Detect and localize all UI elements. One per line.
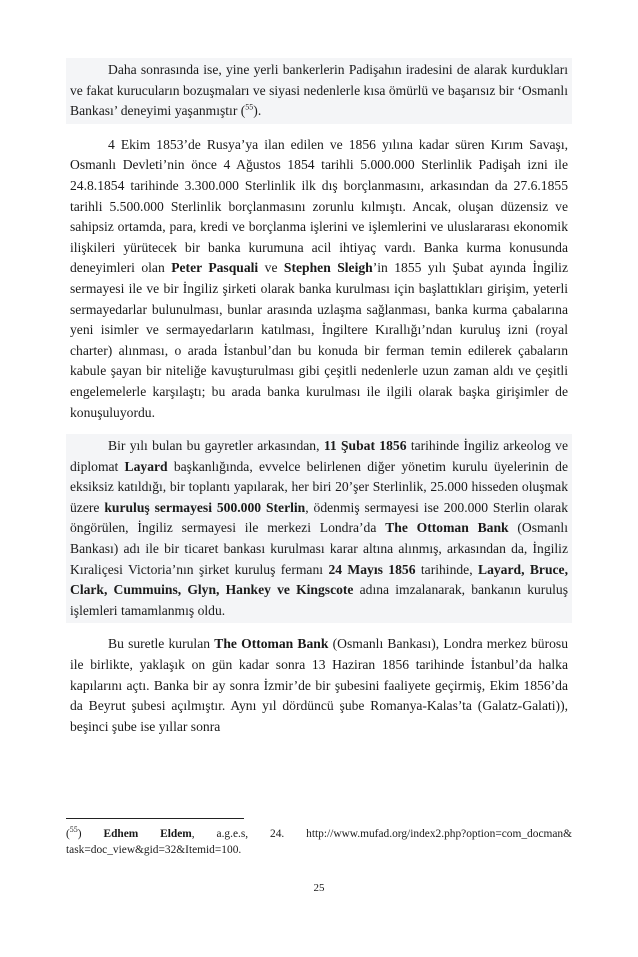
page-number: 25 [313, 882, 325, 894]
footnote-marker: ) [77, 828, 82, 840]
paragraph-1-end: ). [253, 103, 262, 119]
footnote-divider [66, 818, 244, 819]
paragraph-3-text: adına imzalanarak, bankanın kuruluş işlemleri tamamlanmış oldu. [70, 582, 568, 618]
footnote-number: 55 [69, 825, 78, 835]
name-peter-pasquali: Peter Pasquali [171, 260, 259, 276]
paragraph-3-text: , ödenmiş sermayesi ise 200.000 Sterlin olarak öngörülen, İngiliz sermayesi ile merkezi Londra’da [70, 499, 569, 536]
bold-names: Layard, Bruce, Clark, Cummuins, Glyn, Hankey ve Kingscote [70, 561, 568, 598]
paragraph-4-text: (Osmanlı Bankası), Londra merkez bürosu ile birlikte, yaklaşık on gün kadar sonra 13 Haziran 1856 tarihinde İstanbul’da halka kapılarını açtı. Banka bir ay sonra İzmir’de bir şubesini faaliyete geçirmiş, Ekim 1856’da da Beyrut şubesi açılmıştır. Aynı yıl dördüncü şube Romanya-Kalas’ta (Galatz-Galati)), beşinci şube ise yıllar sonra [70, 636, 569, 734]
paragraph-3-text: tarihinde, [415, 561, 479, 577]
paragraph-1-text: Daha sonrasında ise, yine yerli bankerlerin Padişahın iradesini de alarak kurdukları ve fakat kurucuların bozuşmaları ve siyasi nedenlerle kısa ömürlü ve başarısız bir ‘Osmanlı Bankası’ deneyimi yaşanmıştır ( [70, 62, 568, 119]
footnote [66, 826, 572, 858]
footnote-reference[interactable]: 55 [245, 102, 254, 112]
paragraph-4 [66, 632, 572, 739]
footnote-author: Edhem Eldem [103, 828, 192, 840]
footnote-text[interactable]: , a.g.e.s, 24. http://www.mufad.org/index2.php?option=com_docman& task=doc_view&gid=32&Itemid=100. [66, 828, 572, 856]
paragraph-1 [66, 58, 572, 124]
paragraph-3-text: (Osmanlı Bankası) adı ile bir ticaret bankası kurulması karar altına alınmış, arkasından da, İngiliz Kıraliçesi Victoria’nın şirket kuruluş fermanı [70, 520, 568, 577]
name-stephen-sleigh: Stephen Sleigh [283, 260, 373, 276]
bold-date: 24 Mayıs 1856 [328, 561, 416, 577]
paragraph-3-text: başkanlığında, evvelce belirlenen diğer yönetim kurulu üyelerinin de eksiksiz katıldığı, bir toplantı yapılarak, her biri 20’şer Sterlinlik, 25.000 hisseden oluşmak üzere [70, 458, 568, 515]
paragraph-2-text: 4 Ekim 1853’de Rusya’ya ilan edilen ve 1856 yılına kadar süren Kırım Savaşı, Osmanlı Devleti’nin önce 4 Ağustos 1854 tarihli 5.000.000 Sterlinlik Padişah izni ile 24.8.1854 tarihinde 3.300.000 Sterlinlik ilk dış borçlanmasını, arkasından da 27.6.1855 tarihli 5.500.000 Sterlinlik borçlanmasını zorunlu kılmıştı. Ancak, oluşan düzensiz ve sahipsiz ortamda, para, kredi ve borçlanma işlerini ve işlemlerini ve uluslararası ekonomik ilişkileri yürütecek bir banka kurumuna acil ihtiyaç vardı. Banka kurma konusunda deneyimleri olan [70, 136, 568, 276]
paragraph-2 [66, 133, 572, 425]
bold-bank-name: The Ottoman Bank [385, 520, 509, 536]
bold-date: 11 Şubat 1856 [323, 438, 407, 454]
bold-name: Layard [124, 458, 168, 474]
bold-bank-name: The Ottoman Bank [214, 636, 329, 652]
paragraph-4-text: Bu suretle kurulan [108, 636, 215, 652]
paragraph-3-text: Bir yılı bulan bu gayretler arkasından, [108, 438, 324, 454]
paragraph-2-text: ’in 1855 yılı Şubat ayında İngiliz sermayesi ile ve bir İngiliz şirketi olarak banka kurulması için başlattıkları girişim, yeterli sermayedarlar bulunulması, bunlar arasında uzlaşma sağlanması, banka kurma çabalarına yeni isimler ve sermayedarların katılması, İngiltere Kırallığı’ndan kuruluş izni (royal charter) alınması, o arada İstanbul’dan bu konuda bir ferman temin edilerek çabaların kabule şayan bir niteliğe kavuşturulması gibi çeşitli nedenlerle uzun zaman aldı ve çeşitli engelemelerle karşılaştı; bu arada banka kurulması ile ilgili olarak başka girişimler de konuşuluyordu. [70, 260, 568, 420]
paragraph-2-text: ve [258, 260, 284, 276]
document-body [66, 58, 572, 748]
bold-capital: kuruluş sermayesi 500.000 Sterlin [104, 499, 306, 515]
paragraph-3-text: tarihinde İngiliz arkeolog ve diplomat [70, 438, 568, 474]
paragraph-3 [66, 434, 572, 623]
footnote-marker: ( [66, 828, 70, 840]
